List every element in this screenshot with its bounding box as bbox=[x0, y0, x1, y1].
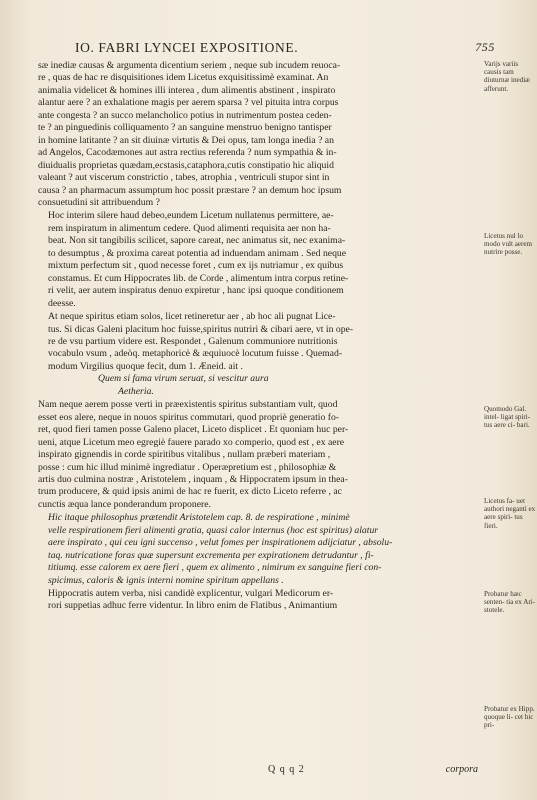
paragraph-5 bbox=[38, 512, 478, 587]
text-line: tus. Si dicas Galeni placitum hoc fuisse,spiritus nutriri & cibari aere, vt in ope- bbox=[48, 323, 354, 335]
text-line: titiumq. esse calorem ex aere fieri , quem ex alimento , nimirum ex sanguine fieri con- bbox=[48, 562, 382, 574]
text-line: rem inspiratum in alimentum cedere. Quod alimenti requisita aer non ha- bbox=[48, 222, 331, 234]
text-line: posse : cum hic illud minimè ingrediatur . Operæpretium est , philosophiæ & bbox=[38, 461, 337, 473]
text-line: cunctis æqua lance ponderandum proponere. bbox=[38, 498, 211, 510]
text-line: deesse. bbox=[48, 297, 76, 309]
text-line: causa ? an pharmacum assumptum hoc possit præstare ? an demum hoc ipsum bbox=[38, 184, 342, 196]
text-line: spicimus, caloris & ignis interni nomine spiritum appellans . bbox=[48, 574, 284, 586]
margin-note: Quomodo Gal. intel- ligat spiri- tus aere ci- bari. bbox=[484, 405, 531, 430]
text-line: diuidualis proprietas quædam,ecstasis,cataphora,cutis constipatio hic aliquid bbox=[38, 159, 334, 171]
margin-note: Probatur hæc senten- tia ex Ari- stotele. bbox=[484, 590, 536, 615]
text-line: re , quas de hac re disquisitiones idem Licetus exquisitissimè examinat. An bbox=[38, 72, 329, 84]
text-line: mixtum perfectum sit , quod necesse foret , cum ex ijs nutriamur , ex quibus bbox=[48, 260, 344, 272]
text-line: vocabulo vsum , adeòq. metaphoricè & æquiuocè locutum fuisse . Quemad- bbox=[48, 348, 343, 360]
paragraph-4 bbox=[38, 399, 478, 511]
main-text bbox=[38, 60, 478, 614]
text-line: Nam neque aerem posse verti in præexistentis spiritus substantiam vult, quod bbox=[38, 399, 338, 411]
text-line: alantur aere ? an exhalatione magis per aerem sparsa ? vel pituita intra corpus bbox=[38, 97, 339, 109]
text-line: rori suppetias adhuc ferre videntur. In libro enim de Flatibus , Animantium bbox=[48, 600, 338, 612]
text-line: velle respirationem fieri alimenti gratia, quasi calor internus (hoc est spiritus) alatur bbox=[48, 524, 379, 536]
header-title: IO. FABRI LYNCEI EXPOSITIONE. bbox=[75, 40, 299, 55]
verse-line: Quem si fama virum seruat, si vescitur aura bbox=[98, 373, 269, 385]
text-line: ri velit, aer autem inspiratus denuo expiretur , hanc ipsi quoque conditionem bbox=[48, 285, 344, 297]
margin-note: Probatur ex Hipp. quoque li- cet hic pri- bbox=[484, 705, 535, 730]
text-line: ret, quod fieri tamen posse Galeno placet, Liceto displicet . Et quoniam huc per- bbox=[38, 424, 349, 436]
text-line: te ? an pinguedinis colliquamento ? an sanguine menstruo benigno tantisper bbox=[38, 122, 332, 134]
text-line: At neque spiritus etiam solos, licet retineretur aer , ab hoc ali pugnat Lice- bbox=[48, 311, 336, 323]
text-line: modum Virgilius quoque fecit, dum 1. Æneid. ait . bbox=[48, 360, 243, 372]
text-line: beat. Non sit tangibilis scilicet, sapore careat, nec animatus sit, nec exanima- bbox=[48, 235, 346, 247]
paragraph-1 bbox=[38, 60, 478, 209]
text-line: inspirato gignendis in corde spiritibus vitalibus , nullam præberi materiam , bbox=[38, 449, 331, 461]
verse-line: Aetheria. bbox=[118, 385, 154, 397]
running-header bbox=[75, 40, 495, 56]
paragraph-3 bbox=[38, 311, 478, 398]
page-footer bbox=[38, 764, 478, 775]
text-line: Hic itaque philosophus prætendit Aristotelem cap. 8. de respiratione , minimè bbox=[48, 512, 350, 524]
text-line: artis duo culmina nostræ , Aristotelem , inquam , & Hippocratem ipsum in thea- bbox=[38, 473, 348, 485]
text-line: esset eos alere, neque in nouos spiritus commutari, quod propriè generatio fo- bbox=[38, 411, 340, 423]
text-line: Hoc interim silere haud debeo,eundem Licetum nullatenus permittere, ae- bbox=[48, 210, 334, 222]
text-line: ueni, atque Licetum meo egregiè fauere parado xo comperio, quod est , ex aere bbox=[38, 436, 345, 448]
paragraph-2 bbox=[38, 210, 478, 310]
paragraph-6 bbox=[38, 588, 478, 613]
text-line: re de vsu partium videre est. Respondet , Galenum communiore nutritionis bbox=[48, 335, 338, 347]
margin-note: Licetus nul lo modo vult aerem nutrire posse. bbox=[484, 232, 533, 257]
text-line: valeant ? aut viscerum constrictio , tabes, atrophia , ventriculi stupor sint in bbox=[38, 172, 330, 184]
margin-note: Varijs variis causis tam diuturnæ inediæ afferunt. bbox=[484, 60, 530, 93]
text-line: animalia videlicet & homines illi interea , dum alimentis abstinent , inspirato bbox=[38, 84, 336, 96]
signature-mark: Q q q 2 bbox=[268, 764, 305, 775]
text-line: in homine latitante ? an sit diuinæ virtutis & Dei opus, tam longa inedia ? an bbox=[38, 134, 334, 146]
margin-note: Licetus fa- uet authori negantì ex aere spiri- tus fieri. bbox=[484, 497, 536, 530]
text-line: sæ inediæ causas & argumenta dicentium seriem , neque sub incudem reuoca- bbox=[38, 60, 341, 71]
text-line: ante congesta ? an succo melancholico potius in nutrimentum postea ceden- bbox=[38, 109, 332, 121]
text-line: consuetudini sit attribuendum ? bbox=[38, 196, 160, 208]
text-line: ad Angelos, Cacodæmones aut astra rectius referenda ? num sympathia & in- bbox=[38, 147, 337, 159]
text-line: Hippocratis autem verba, nisi candidè explicentur, vulgari Medicorum er- bbox=[48, 588, 334, 600]
text-line: aere inspirato , qui ceu igni succenso , velut fomes per inspirationem adijciatur , absolu- bbox=[48, 537, 393, 549]
page-number: 755 bbox=[475, 40, 495, 54]
text-line: constamus. Et cum Hippocrates lib. de Corde , alimentum intra corpus retine- bbox=[48, 272, 349, 284]
catchword: corpora bbox=[445, 764, 478, 775]
text-line: trum producere, & quid ipsis animi de hac re fuerit, ex dicto Liceto referre , ac bbox=[38, 486, 342, 498]
text-line: taq. nutricatione foras quæ supersunt excrementa per expirationem detrudantur , fi- bbox=[48, 549, 374, 561]
text-line: to desumptus , & proxima careat potentia ad induendam animam . Sed neque bbox=[48, 247, 347, 259]
